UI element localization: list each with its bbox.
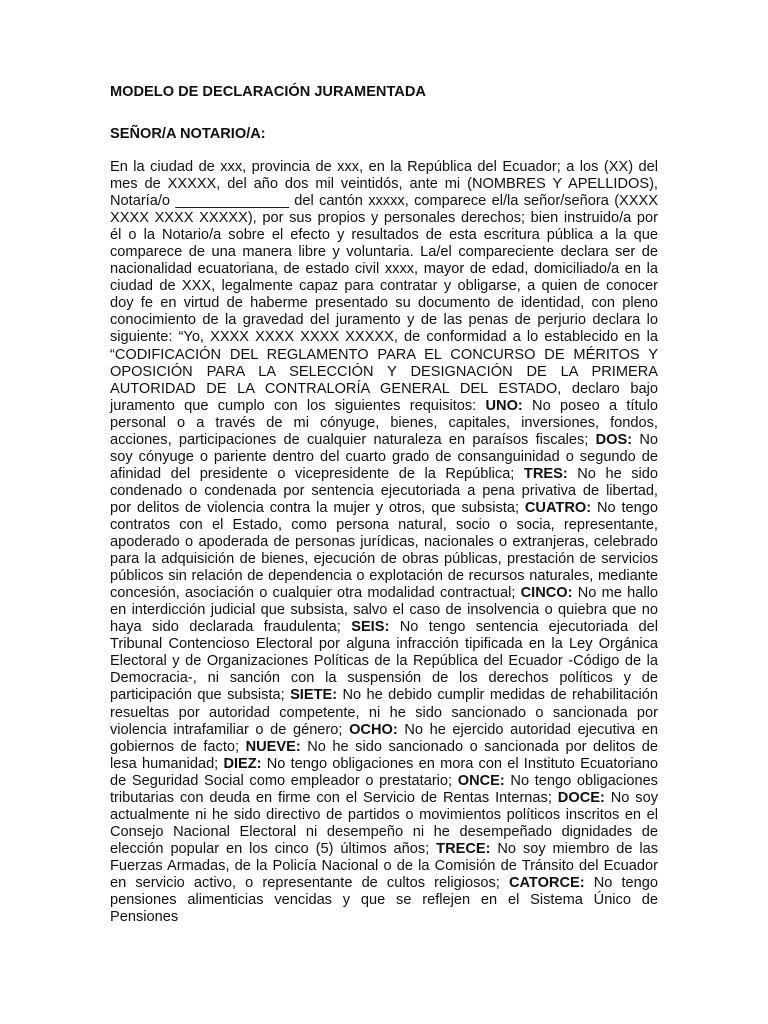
clause-text: En la ciudad de xxx, provincia de xxx, en la República del Ecuador; a los (XX) del mes de XXXXX, del año dos mil veintidós, ante mi (NOMBRES Y APELLIDOS), Notaría/o ______________ del cantón xxxxx, comparece el/la señor/señora (XXXX XXXX XXXX XXXXX), por sus propios y personales derechos; bien instruido/a por él o la Notario/a sobre el efecto y resultados de esta escritura pública a la que comparece de una manera libre y voluntaria. La/el compareciente declara ser de nacionalidad ecuatoriana, de estado civil xxxx, mayor de edad, domiciliado/a en la ciudad de XXX, legalmente capaz para contratar y obligarse, a quien de conocer doy fe en virtud de haberme presentado su documento de identidad, con pleno conocimiento de la gravedad del juramento y de las penas de perjurio declara lo siguiente: “Yo, XXXX XXXX XXXX XXXXX, de conformidad a lo establecido en la “CODIFICACIÓN DEL REGLAMENTO PARA EL CONCURSO DE MÉRITOS Y OPOSICIÓN PARA LA SELECCIÓN Y DESIGNACIÓN DE LA PRIMERA AUTORIDAD DE LA CONTRALORÍA GENERAL DEL ESTADO, declaro bajo juramento que cumplo con los siguientes requisitos: <box>110 159 658 414</box>
clause-text: No soy actualmente ni he sido directivo de partidos o movimientos políticos inscritos en el Consejo Nacional Electoral ni desempeño ni he desempeñado dignidades de elección popular en los cinco (5) últimos años; <box>110 789 658 857</box>
clause-label: CINCO: <box>520 585 573 602</box>
clause-label: ONCE: <box>457 772 505 789</box>
document-title: MODELO DE DECLARACIÓN JURAMENTADA <box>110 84 426 100</box>
clause-label: OCHO: <box>349 721 398 738</box>
addressee-heading: SEÑOR/A NOTARIO/A: <box>110 126 266 142</box>
clause-text: No he debido cumplir medidas de rehabilitación resueltas por autoridad competente, ni he sido sancionado o sancionada por violencia intrafamiliar o de género; <box>110 687 658 738</box>
clause-text: No he ejercido autoridad ejecutiva en gobiernos de facto; <box>110 721 658 755</box>
clause-label: UNO: <box>485 397 523 414</box>
clause-label: DOS: <box>595 431 633 448</box>
clause-label: NUEVE: <box>245 738 301 755</box>
clause-text: No tengo obligaciones tributarias con deuda en firme con el Servicio de Rentas Internas; <box>110 772 658 806</box>
clause-label: SEIS: <box>351 619 390 636</box>
clause-text: No poseo a título personal o a través de mi cónyuge, bienes, capitales, inversiones, fondos, acciones, participaciones de cualquier naturaleza en paraísos fiscales; <box>110 397 658 448</box>
clause-text: No soy miembro de las Fuerzas Armadas, de la Policía Nacional o de la Comisión de Tránsito del Ecuador en servicio activo, o representante de cultos religiosos; <box>110 840 659 891</box>
clause-label: CATORCE: <box>508 874 585 891</box>
clause-text: No tengo contratos con el Estado, como persona natural, socio o socia, representante, apoderado o apoderada de personas jurídicas, nacionales o extranjeras, celebrado para la adquisición de bienes, ejecución de obras públicas, prestación de servicios públicos sin relación de dependencia o explotación de recursos naturales, mediante concesión, asociación o cualquier otra modalidad contractual; <box>110 499 658 602</box>
clause-text: No tengo pensiones alimenticias vencidas y que se reflejen en el Sistema Único de Pensiones <box>110 874 658 926</box>
clause-label: CUATRO: <box>524 499 592 516</box>
clause-text: No tengo obligaciones en mora con el Instituto Ecuatoriano de Seguridad Social como empleador o prestatario; <box>110 755 658 789</box>
clause-label: DOCE: <box>557 789 605 806</box>
clause-text: No tengo sentencia ejecutoriada del Tribunal Contencioso Electoral por alguna infracción tipificada en la Ley Orgánica Electoral y de Organizaciones Políticas de la República del Ecuador -Código de la Democracia-, ni sanción con la suspensión de los derechos políticos y de participación que subsista; <box>110 619 658 704</box>
clause-text: No he sido sancionado o sancionada por delitos de lesa humanidad; <box>110 738 658 772</box>
clause-label: TRES: <box>523 465 568 482</box>
clause-text: No soy cónyuge o pariente dentro del cuarto grado de consanguinidad o segundo de afinidad del presidente o vicepresidente de la República; <box>110 431 658 482</box>
document-page <box>110 84 658 926</box>
clause-text: No me hallo en interdicción judicial que subsista, salvo el caso de insolvencia o quiebra que no haya sido declarada fraudulenta; <box>110 585 658 636</box>
clause-label: SIETE: <box>290 687 338 704</box>
clause-label: TRECE: <box>436 840 491 857</box>
declaration-paragraph <box>110 159 658 926</box>
clause-text: No he sido condenado o condenada por sentencia ejecutoriada a pena privativa de libertad, por delitos de violencia contra la mujer y otros, que subsista; <box>110 465 659 516</box>
clause-label: DIEZ: <box>223 755 262 772</box>
